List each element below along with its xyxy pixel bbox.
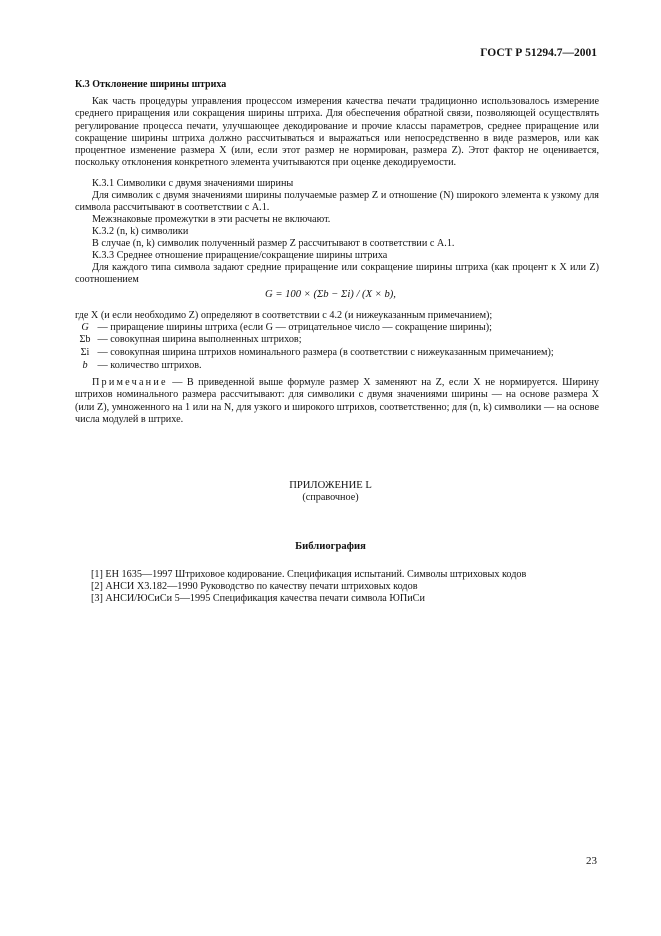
definition-row bbox=[75, 334, 302, 346]
k31-text: Для символик с двумя значениями ширины получаемые размер Z и отношение (N) широкого элемента к узкому для символа рассчитывают в соответствии с А.1. bbox=[75, 190, 599, 214]
reference-item: [3] АНСИ/ЮСиСи 5—1995 Спецификация качества печати символа ЮПиСи bbox=[91, 593, 425, 604]
note-text: — В приведенной выше формуле размер X заменяют на Z, если X не нормируется. Ширину штрихов номинального размера рассчитывают: для символики с двумя значениями ширины — на основе размера X (или Z), умноженного на 1 или на N, для узкого и широкого штрихов, соответственно; для (n, k) символики — на основе числа модулей в штрихе. bbox=[75, 377, 600, 425]
definition-symbol: b bbox=[82, 360, 88, 371]
appendix-subtitle: (справочное) bbox=[302, 492, 359, 503]
note-paragraph bbox=[75, 377, 599, 426]
definition-symbol: Σi bbox=[80, 347, 90, 358]
k33-text: Для каждого типа символа задают средние приращение или сокращение ширины штриха (как процент к X или Z) соотношением bbox=[75, 262, 599, 286]
reference-item: [2] АНСИ Х3.182—1990 Руководство по качеству печати штриховых кодов bbox=[91, 581, 418, 592]
definition-row bbox=[75, 347, 554, 359]
appendix-title: ПРИЛОЖЕНИЕ L bbox=[289, 480, 372, 491]
definition-symbol: Σb bbox=[79, 334, 91, 345]
k32-title: К.3.2 (n, k) символики bbox=[92, 226, 189, 237]
page-number: 23 bbox=[586, 855, 597, 867]
reference-item: [1] ЕН 1635—1997 Штриховое кодирование. Спецификация испытаний. Символы штриховых кодов bbox=[91, 569, 527, 580]
document-header: ГОСТ Р 51294.7—2001 bbox=[480, 47, 597, 59]
k31-note: Межзнаковые промежутки в эти расчеты не включают. bbox=[92, 214, 331, 225]
definition-text: — количество штрихов. bbox=[97, 360, 202, 371]
definition-symbol: G bbox=[81, 322, 89, 333]
k31-title: К.3.1 Символики с двумя значениями ширины bbox=[92, 178, 294, 189]
definition-row bbox=[75, 322, 492, 334]
definition-text: — совокупная ширина штрихов номинального размера (в соответствии с нижеуказанным примечанием); bbox=[97, 347, 554, 358]
bibliography-title: Библиография bbox=[295, 541, 366, 552]
intro-paragraph: Как часть процедуры управления процессом измерения качества печати традиционно использовалось измерение среднего приращения или сокращения ширины штриха. Для обеспечения обратной связи, позволяющей осуществлять регулирование процесса печати, улучшающее декодирование и прочие классы параметров, среднее приращение или сокращение ширины штриха должно рассчитываться и выражаться или непосредственно в виде размеров, или как процентное изменение размера X (или, если этот размер не нормирован, размера Z). Этот фактор не оценивается, поскольку отклонения конкретного элемента учитываются при оценке декодируемости. bbox=[75, 96, 599, 169]
definition-text: — совокупная ширина выполненных штрихов; bbox=[97, 334, 302, 345]
section-title: К.3 Отклонение ширины штриха bbox=[75, 79, 227, 90]
k32-text: В случае (n, k) символик полученный размер Z рассчитывают в соответствии с А.1. bbox=[92, 238, 455, 249]
where-clause: где X (и если необходимо Z) определяют в соответствии с 4.2 (и нижеуказанным примечанием); bbox=[75, 310, 493, 321]
definition-row bbox=[75, 360, 202, 372]
note-label: Примечание bbox=[92, 377, 168, 388]
definition-text: — приращение ширины штриха (если G — отрицательное число — сокращение ширины); bbox=[97, 322, 492, 333]
k33-title: К.3.3 Среднее отношение приращение/сокращение ширины штриха bbox=[92, 250, 388, 261]
formula: G = 100 × (Σb − Σi) / (X × b), bbox=[265, 289, 396, 300]
